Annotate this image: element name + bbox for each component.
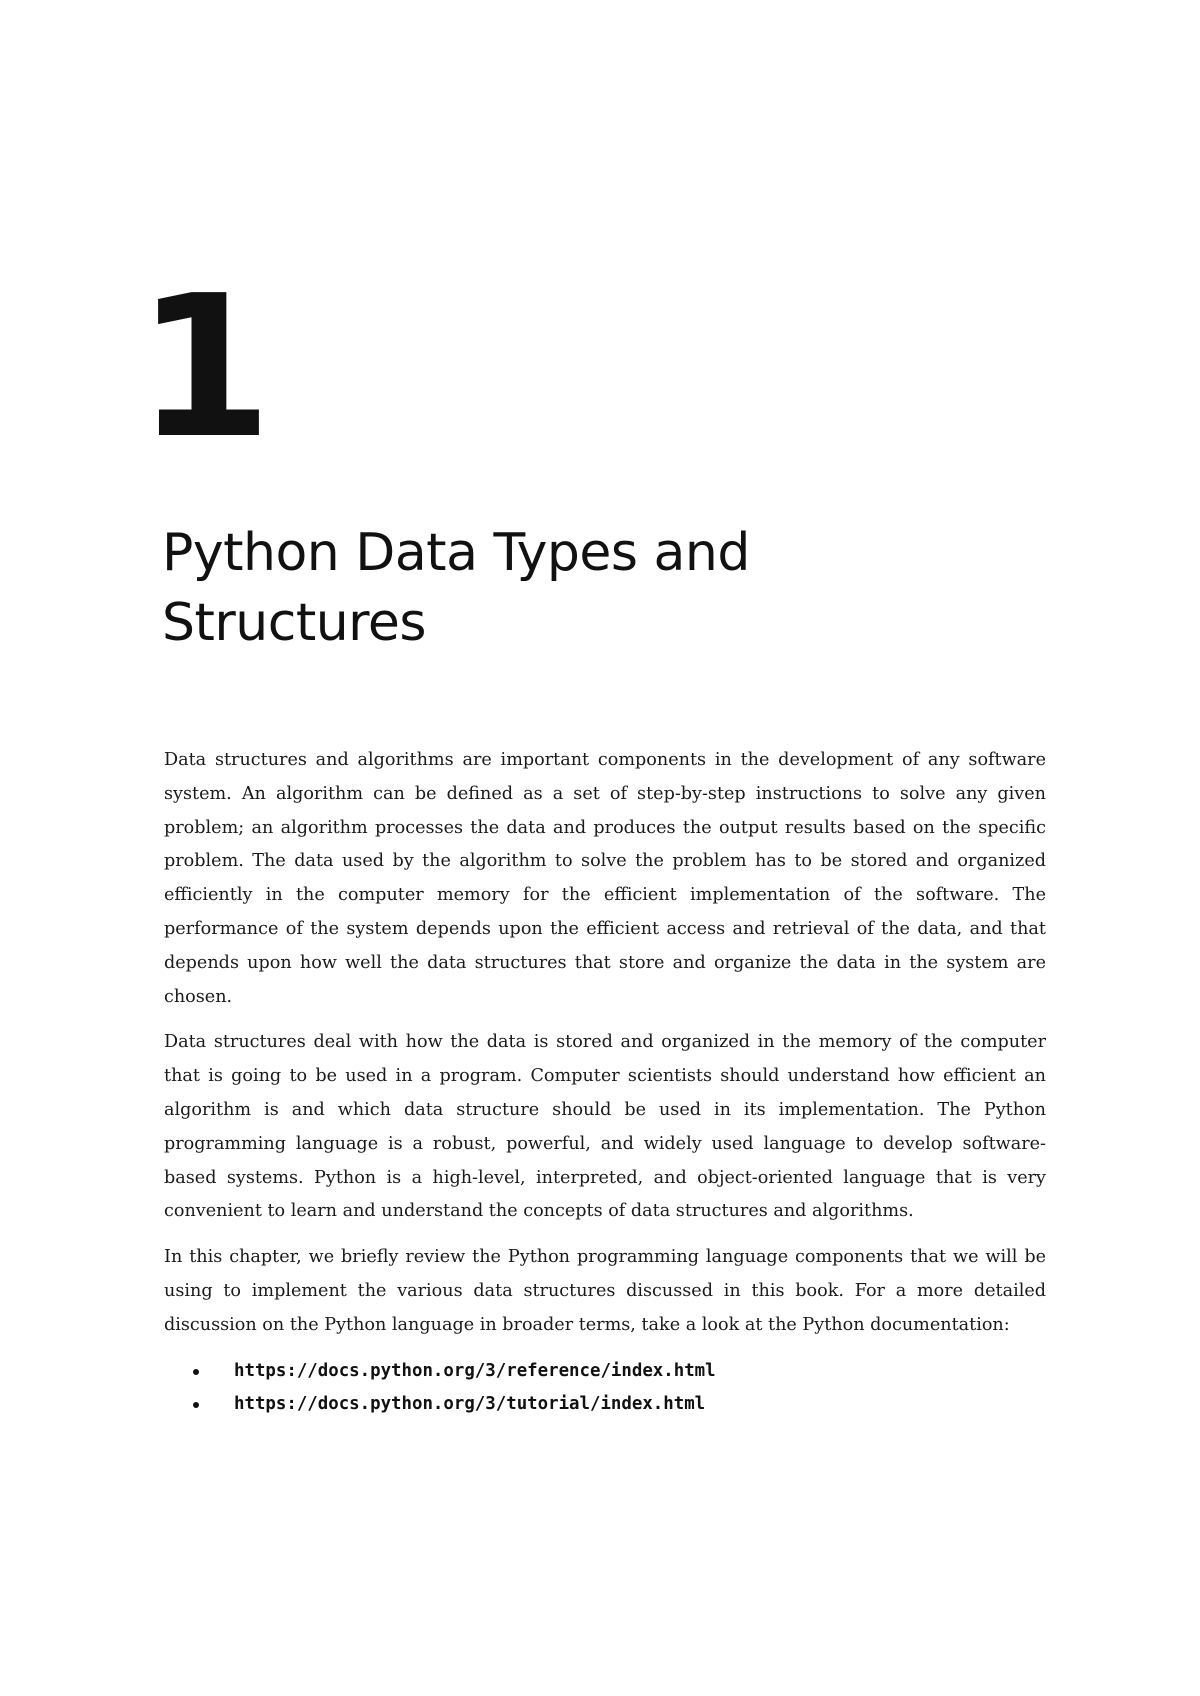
bullet-icon: [193, 1402, 199, 1408]
chapter-title-line-2: Structures: [162, 593, 426, 653]
chapter-number: 1: [136, 254, 269, 482]
bullet-icon: [193, 1369, 199, 1375]
list-item: [164, 1355, 1046, 1389]
chapter-body: [164, 744, 1046, 1422]
chapter-title-line-1: Python Data Types and: [162, 523, 750, 583]
list-item: [164, 1388, 1046, 1422]
documentation-link-list: [164, 1355, 1046, 1423]
paragraph-chapter-overview: In this chapter, we briefly review the Python programming language components that we will be using to implement the various data structures discussed in this book. For a more detailed discussion on the Python language in broader terms, take a look at the Python documentation:: [164, 1247, 1046, 1335]
python-reference-link[interactable]: https://docs.python.org/3/reference/index.html: [234, 1360, 716, 1381]
paragraph-data-structures: Data structures deal with how the data is stored and organized in the memory of the computer that is going to be used in a program. Computer scientists should understand how efficient an algorithm is and which data structure should be used in its implementation. The Python programming language is a robust, powerful, and widely used language to develop software-based systems. Python is a high-level, interpreted, and object-oriented language that is very convenient to learn and understand the concepts of data structures and algorithms.: [164, 1032, 1046, 1222]
chapter-title: [162, 518, 922, 658]
python-tutorial-link[interactable]: https://docs.python.org/3/tutorial/index.html: [234, 1394, 706, 1415]
paragraph-intro: Data structures and algorithms are important components in the development of any software system. An algorithm can be defined as a set of step-by-step instructions to solve any given problem; an algorithm processes the data and produces the output results based on the specific problem. The data used by the algorithm to solve the problem has to be stored and organized efficiently in the computer memory for the efficient implementation of the software. The performance of the system depends upon the efficient access and retrieval of the data, and that depends upon how well the data structures that store and organize the data in the system are chosen.: [164, 750, 1046, 1007]
